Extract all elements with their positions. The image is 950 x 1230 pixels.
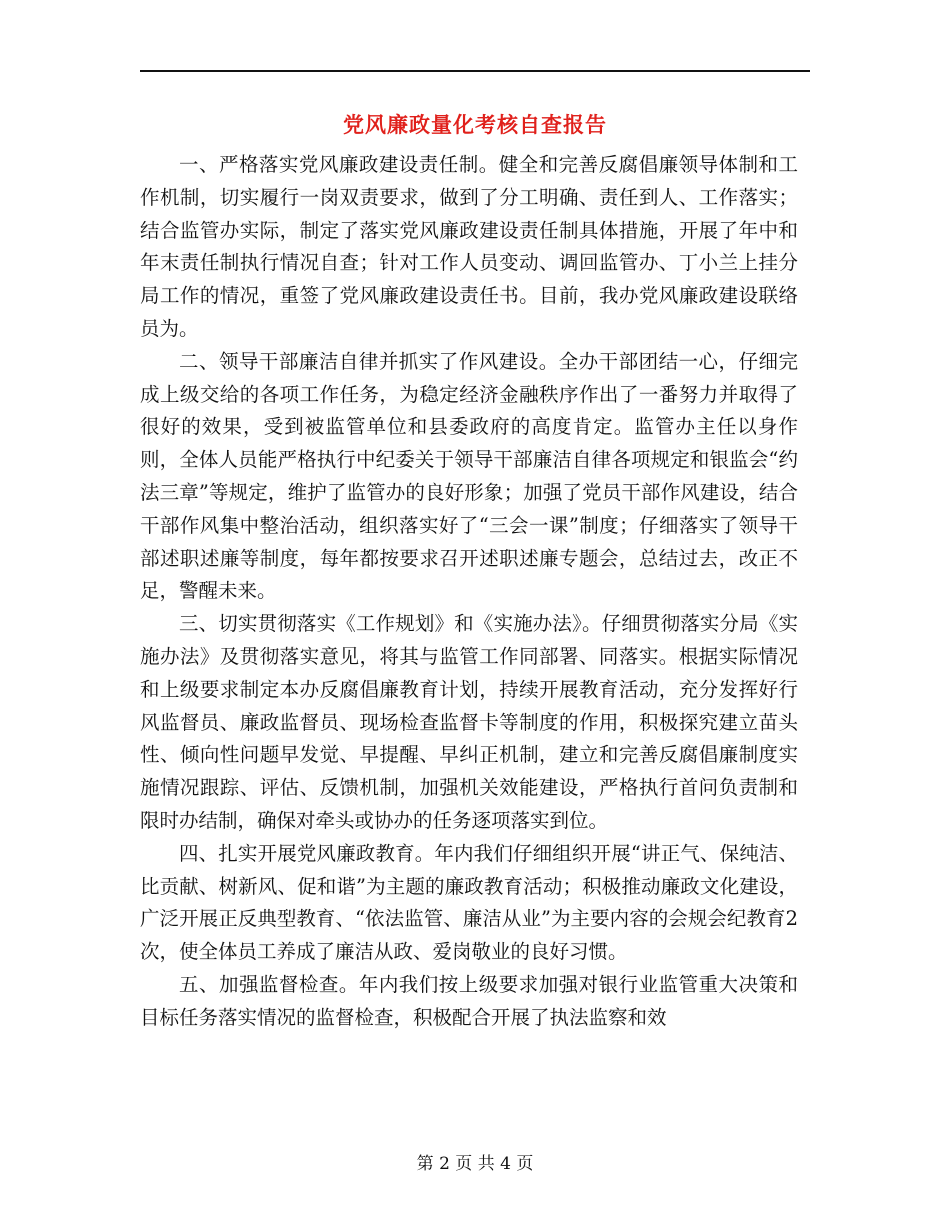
paragraph-5: 五、加强监督检查。年内我们按上级要求加强对银行业监管重大决策和目标任务落实情况的监督检查，积极配合开展了执法监察和效	[140, 972, 798, 1029]
document-body	[140, 149, 798, 1035]
paragraph-3: 三、切实贯彻落实《工作规划》和《实施办法》。仔细贯彻落实分局《实施办法》及贯彻落实意见，将其与监管工作同部署、同落实。根据实际情况和上级要求制定本办反腐倡廉教育计划，持续开展教育活动，充分发挥好行风监督员、廉政监督员、现场检查监督卡等制度的作用，积极探究建立苗头性、倾向性问题早发觉、早提醒、早纠正机制，建立和完善反腐倡廉制度实施情况跟踪、评估、反馈机制，加强机关效能建设，严格执行首问负责制和限时办结制，确保对牵头或协办的任务逐项落实到位。	[140, 612, 798, 832]
paragraph-4: 四、扎实开展党风廉政教育。年内我们仔细组织开展“讲正气、保纯洁、比贡献、树新风、促和谐”为主题的廉政教育活动；积极推动廉政文化建设，广泛开展正反典型教育、“依法监管、廉洁从业”为主要内容的会规会纪教育2次，使全体员工养成了廉洁从政、爱岗敬业的良好习惯。	[140, 841, 798, 964]
paragraph-1: 一、严格落实党风廉政建设责任制。健全和完善反腐倡廉领导体制和工作机制，切实履行一岗双责要求，做到了分工明确、责任到人、工作落实；结合监管办实际，制定了落实党风廉政建设责任制具体措施，开展了年中和年末责任制执行情况自查；针对工作人员变动、调回监管办、丁小兰上挂分局工作的情况，重签了党风廉政建设责任书。目前，我办党风廉政建设联络员为。	[140, 153, 798, 340]
document-title: 党风廉政量化考核自查报告	[343, 112, 607, 137]
header-rule	[140, 70, 810, 72]
paragraph-2: 二、领导干部廉洁自律并抓实了作风建设。全办干部团结一心，仔细完成上级交给的各项工作任务，为稳定经济金融秩序作出了一番努力并取得了很好的效果，受到被监管单位和县委政府的高度肯定。监管办主任以身作则，全体人员能严格执行中纪委关于领导干部廉洁自律各项规定和银监会“约法三章”等规定，维护了监管办的良好形象；加强了党员干部作风建设，结合干部作风集中整治活动，组织落实好了“三会一课”制度；仔细落实了领导干部述职述廉等制度，每年都按要求召开述职述廉专题会，总结过去，改正不足，警醒未来。	[140, 349, 798, 603]
page-number-footer: 第 2 页 共 4 页	[416, 1154, 534, 1174]
